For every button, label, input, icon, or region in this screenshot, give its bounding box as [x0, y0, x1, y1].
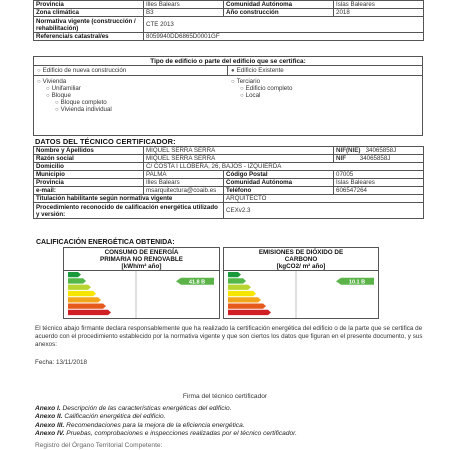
table-row [34, 147, 424, 155]
zona-label: Zona climática [34, 9, 144, 17]
option-label: Vivienda individual [60, 106, 112, 113]
consumo-header [64, 248, 219, 271]
consumo-band-5 [68, 304, 106, 309]
radio-empty-icon: ○ [55, 107, 59, 113]
table-row [34, 9, 424, 17]
option-label: Bloque completo [60, 99, 107, 106]
emisiones-band-0 [228, 272, 241, 277]
option-left_options-4[interactable] [55, 106, 112, 113]
table-row [34, 195, 424, 203]
radio-checked-icon: ● [231, 68, 235, 74]
municipio-label: Municipio [34, 171, 144, 179]
annex-text: Pruebas, comprobaciones e inspecciones realizadas por el técnico certificador. [66, 429, 297, 437]
annex-line [35, 422, 245, 430]
prov2-value: Illes Balears [144, 179, 224, 187]
nombre-label: Nombre y Apellidos [34, 147, 144, 155]
emisiones-head-line-1: EMISIONES DE DIÓXIDO DE [258, 249, 344, 256]
municipio-value: PALMA [144, 171, 224, 179]
option-label: Vivienda [42, 78, 67, 85]
comunidad-value: Islas Baleares [334, 1, 424, 9]
consumo-rating-scale [64, 271, 219, 318]
nif2-value: 34065858J [359, 155, 391, 162]
nif2-cell [334, 155, 424, 163]
table-row [34, 171, 424, 179]
consumo-head-line-3: [kWh/m² año] [121, 263, 162, 270]
table-row [34, 155, 424, 163]
annex-text: Descripción de las características energéticas del edificio. [62, 405, 232, 412]
emisiones-chart-box [223, 247, 379, 319]
radio-empty-icon: ○ [231, 79, 235, 85]
radio-empty-icon: ○ [240, 86, 244, 92]
provincia-value: Illes Balears [144, 1, 224, 9]
annex-line [35, 430, 297, 438]
radio-empty-icon: ○ [46, 93, 50, 99]
consumo-band-1 [68, 278, 86, 283]
option-label: Edificio completo [245, 85, 293, 92]
option-right_options-1[interactable] [240, 85, 292, 92]
anio-label: Año construcción [224, 9, 334, 17]
emisiones-head-line-2: CARBONO [284, 256, 318, 263]
option-left_options-3[interactable] [55, 99, 107, 106]
option-label: Unifamiliar [51, 85, 81, 92]
normativa-label: Normativa vigente (construcción / rehabilitación) [34, 17, 144, 33]
annex-line [35, 413, 166, 421]
procedimiento-value: CEXv2.3 [224, 203, 424, 219]
consumo-head-line-1: CONSUMO DE ENERGÍA [104, 249, 179, 256]
emisiones-band-3 [228, 291, 256, 296]
declaration-text: El técnico abajo firmante declara responsablemente que ha realizado la certificación energética del edificio o de la parte que se certifica de acuerdo con el procedimiento establecido por la normativa vigente y que son ciertos los datos que figuran en el presente documento, y sus anexos: [35, 325, 423, 348]
razon-label: Razón social [34, 155, 144, 163]
consumo-band-4 [68, 297, 101, 302]
table-row [34, 1, 424, 9]
option-left_options-0[interactable] [37, 78, 66, 85]
existing-building-label: Edificio Existente [236, 67, 284, 74]
option-label: Local [245, 92, 261, 99]
fecha-text: Fecha: 13/11/2018 [35, 359, 88, 366]
consumo-chart-box [63, 247, 220, 319]
email-label: e-mail: [34, 187, 144, 195]
option-left_options-2[interactable] [46, 92, 71, 99]
consumo-value-label: 41.8 B [188, 279, 206, 286]
option-left_options-1[interactable] [46, 85, 81, 92]
table-row [34, 163, 424, 171]
table-row [34, 33, 424, 41]
anio-value: 2018 [334, 9, 424, 17]
referencias-label: Referencia/s catastral/es [34, 33, 144, 41]
emisiones-band-5 [228, 304, 266, 309]
domicilio-value: C/ COSTA I LLOBERA, 26, BAJOS - IZQUIERDA [144, 163, 424, 171]
emisiones-band-1 [228, 278, 246, 283]
radio-empty-icon: ○ [240, 93, 244, 99]
table-row [34, 179, 424, 187]
ca2-value: Islas Baleares [334, 179, 424, 187]
consumo-band-2 [68, 285, 91, 290]
new-building-label: Edificio de nueva construcción [42, 67, 127, 74]
annex-key: Anexo III. [35, 421, 65, 429]
nif-value: 34065858J [365, 147, 397, 154]
annex-key: Anexo I. [35, 405, 61, 412]
consumo-head-line-2: PRIMARIA NO RENOVABLE [100, 256, 183, 263]
annex-line [35, 405, 231, 413]
zona-value: B3 [144, 9, 224, 17]
certifier-title: DATOS DEL TÉCNICO CERTIFICADOR: [35, 137, 176, 146]
consumo-band-3 [68, 291, 96, 296]
titulacion-label: Titulación habilitante según normativa vigente [34, 195, 224, 203]
radio-empty-icon: ○ [37, 68, 41, 74]
prov2-label: Provincia [34, 179, 144, 187]
tel-label: Teléfono [224, 187, 334, 195]
annex-text: Recomendaciones para la mejora de la eficiencia energética. [66, 421, 245, 429]
radio-empty-icon: ○ [37, 79, 41, 85]
nif-cell [334, 147, 424, 155]
razon-value: MIQUEL SERRA SERRA [144, 155, 334, 163]
procedimiento-label: Procedimiento reconocido de calificación energética utilizado y versión: [34, 203, 224, 219]
annex-key: Anexo II. [35, 413, 63, 421]
building-type-title: Tipo de edificio o parte del edificio que se certifica: [34, 57, 422, 66]
table-row [34, 17, 424, 33]
registro-text: Registro del Órgano Territorial Competente: [35, 442, 163, 449]
option-right_options-2[interactable] [240, 92, 260, 99]
option-label: Bloque [51, 92, 71, 99]
comunidad-label: Comunidad Autónoma [224, 1, 334, 9]
radio-empty-icon: ○ [46, 86, 50, 92]
nombre-value: MIQUEL SERRA SERRA [144, 147, 334, 155]
emisiones-head-line-3: [kgCO2/ m² año] [276, 263, 326, 270]
emisiones-rating-scale [224, 271, 378, 318]
emisiones-band-6 [228, 310, 271, 315]
tel-value: 606547264 [334, 187, 424, 195]
table-row [34, 187, 424, 195]
emisiones-band-2 [228, 285, 251, 290]
titulacion-value: ARQUITECTO [224, 195, 424, 203]
domicilio-label: Domicilio [34, 163, 144, 171]
email-value: msarquitectura@coaib.es [144, 187, 224, 195]
new-building-cell[interactable] [34, 66, 228, 76]
building-data-table [33, 0, 424, 41]
option-label: Terciario [236, 78, 261, 85]
ca2-label: Comunidad Autónoma [224, 179, 334, 187]
emisiones-band-4 [228, 297, 261, 302]
existing-building-cell[interactable] [228, 66, 422, 76]
calificacion-title: CALIFICACIÓN ENERGÉTICA OBTENIDA: [36, 239, 175, 246]
nif2-label: NIF [336, 155, 346, 162]
normativa-value: CTE 2013 [144, 17, 424, 33]
nif-label: NIF(NIE) [336, 147, 361, 154]
certifier-table [33, 146, 424, 219]
consumo-band-0 [68, 272, 81, 277]
cp-value: 07005 [334, 171, 424, 179]
emisiones-header [224, 248, 378, 271]
cp-label: Código Postal [224, 171, 334, 179]
option-right_options-0[interactable] [231, 78, 260, 85]
building-type-box [33, 56, 423, 136]
firma-caption: Firma del técnico certificador [182, 393, 268, 400]
annex-key: Anexo IV. [35, 429, 65, 437]
emisiones-value-label: 10.1 B [348, 279, 366, 286]
referencias-value: 8059940DD6865D0001GF [144, 33, 424, 41]
provincia-label: Provincia [34, 1, 144, 9]
radio-empty-icon: ○ [55, 100, 59, 106]
consumo-band-6 [68, 310, 111, 315]
table-row [34, 203, 424, 219]
annex-text: Calificación energética del edificio. [64, 413, 166, 421]
